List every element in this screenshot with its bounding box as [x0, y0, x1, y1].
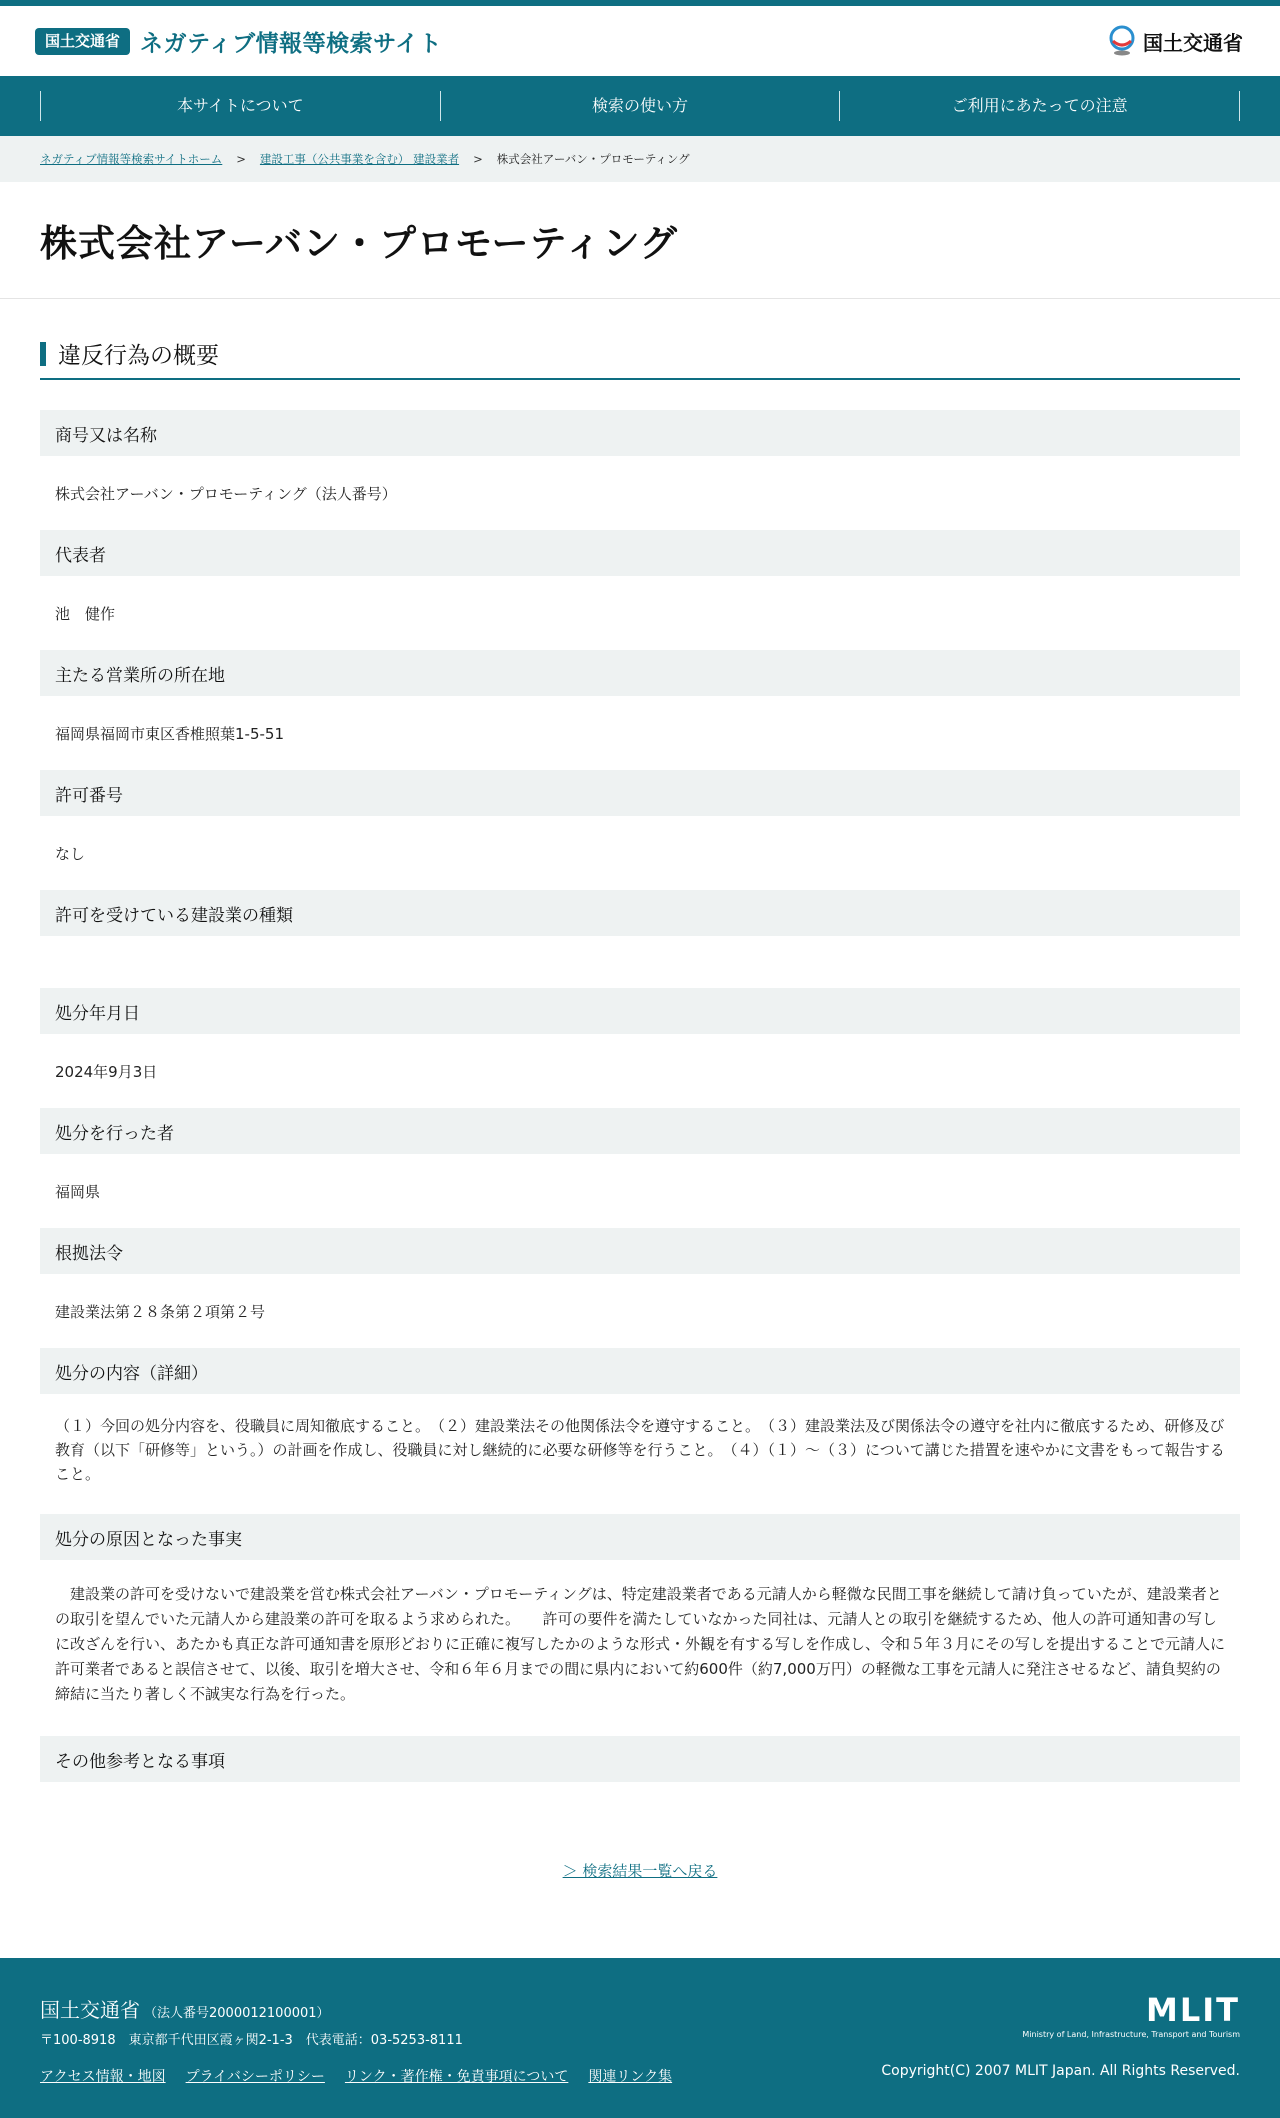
footer-link-copyright[interactable]: リンク・著作権・免責事項について	[344, 2069, 569, 2085]
section-title: 違反行為の概要	[58, 343, 219, 369]
field-label-main-office: 主たる営業所の所在地	[40, 650, 1240, 696]
breadcrumb-separator: >	[473, 152, 483, 166]
field-value-disposing-authority: 福岡県	[55, 1182, 101, 1201]
mlit-wordmark: MLIT	[1146, 1991, 1240, 2029]
footer-address: 〒100-8918 東京都千代田区霞ヶ関2-1-3 代表電話：03-5253-8111	[40, 2033, 463, 2048]
footer-mlit-logo	[1022, 1991, 1240, 2039]
footer-link-privacy[interactable]: プライバシーポリシー	[185, 2069, 325, 2085]
field-label-disposing-authority: 処分を行った者	[40, 1108, 1240, 1154]
ministry-logo[interactable]	[1107, 25, 1243, 57]
field-value-disposition-details: （１）今回の処分内容を、役職員に周知徹底すること。 （２）建設業法その他関係法令を遵守すること。 （３）建設業法及び関係法令の遵守を社内に徹底するため、研修及び教育（以下「研修等」という。）の計画を作成し、役職員に対し継続的に必要な研修等を行うこと。 （４）（１）～（３）について講じた措置を速やかに文書をもって報告すること。	[55, 1417, 1225, 1483]
field-label-cause-facts: 処分の原因となった事実	[40, 1514, 1240, 1560]
field-value-license-number: なし	[55, 844, 86, 863]
site-header	[0, 6, 1280, 76]
footer-org-name: 国土交通省	[40, 1998, 140, 2022]
field-label-disposition-date: 処分年月日	[40, 988, 1240, 1034]
main-nav	[0, 76, 1280, 136]
field-value-disposition-date: 2024年9月3日	[55, 1062, 158, 1081]
breadcrumb-separator: >	[236, 152, 246, 166]
breadcrumb-current: 株式会社アーバン・プロモーティング	[496, 152, 690, 166]
field-label-other-notes: その他参考となる事項	[40, 1736, 1240, 1782]
ministry-emblem-icon	[1107, 25, 1137, 57]
section-heading-bar	[40, 342, 46, 366]
footer-link-access[interactable]: アクセス情報・地図	[40, 2069, 166, 2085]
nav-item-notes[interactable]: ご利用にあたっての注意	[839, 91, 1240, 121]
nav-item-how-to-search[interactable]: 検索の使い方	[440, 91, 840, 121]
site-title: ネガティブ情報等検索サイト	[140, 30, 443, 57]
breadcrumb-category-link[interactable]: 建設工事（公共事業を含む） 建設業者	[259, 152, 460, 166]
violation-details	[40, 410, 1240, 1782]
field-value-company-name: 株式会社アーバン・プロモーティング（法人番号）	[55, 484, 397, 503]
field-label-company-name: 商号又は名称	[40, 410, 1240, 456]
field-label-license-number: 許可番号	[40, 770, 1240, 816]
field-label-legal-basis: 根拠法令	[40, 1228, 1240, 1274]
copyright: Copyright(C) 2007 MLIT Japan. All Rights Reserved.	[881, 2063, 1240, 2079]
site-brand[interactable]	[35, 25, 442, 58]
page-title: 株式会社アーバン・プロモーティング	[40, 222, 678, 265]
footer-corp-number: （法人番号2000012100001）	[144, 2006, 330, 2021]
ministry-badge: 国土交通省	[35, 28, 130, 55]
mlit-subtitle: Ministry of Land, Infrastructure, Transport and Tourism	[1022, 2030, 1240, 2039]
field-label-disposition-details: 処分の内容（詳細）	[40, 1348, 1240, 1394]
breadcrumb	[0, 136, 1280, 182]
page-title-area	[0, 182, 1280, 299]
back-link-area	[40, 1860, 1240, 1881]
field-label-representative: 代表者	[40, 530, 1240, 576]
nav-item-about[interactable]: 本サイトについて	[40, 91, 440, 121]
ministry-logo-text: 国土交通省	[1143, 30, 1243, 55]
field-label-license-types: 許可を受けている建設業の種類	[40, 890, 1240, 936]
site-footer	[0, 1958, 1280, 2118]
field-value-representative: 池 健作	[55, 604, 116, 623]
field-value-main-office: 福岡県福岡市東区香椎照葉1-5-51	[55, 724, 285, 743]
section-heading	[40, 337, 1240, 380]
field-value-license-types	[40, 936, 1240, 988]
field-value-legal-basis: 建設業法第２８条第２項第２号	[55, 1302, 266, 1321]
back-to-results-link[interactable]: ＞ 検索結果一覧へ戻る	[562, 1862, 718, 1880]
breadcrumb-home-link[interactable]: ネガティブ情報等検索サイトホーム	[40, 152, 223, 166]
field-value-cause-facts: 建設業の許可を受けないで建設業を営む株式会社アーバン・プロモーティングは、特定建設業者である元請人から軽微な民間工事を継続して請け負っていたが、建設業者との取引を望んでいた元請人から建設業の許可を取るよう求められた。 許可の要件を満たしていなかった同社は、元請人との取引を継続するため、他人の許可通知書の写しに改ざんを行い、あたかも真正な許可通知書を原形どおりに正確に複写したかのような形式・外観を有する写しを作成し、令和５年３月にその写しを提出することで元請人に許可業者であると誤信させて、以後、取引を増大させ、令和６年６月までの間に県内において約600件（約7,000万円）の軽微な工事を元請人に発注させるなど、請負契約の締結に当たり著しく不誠実な行為を行った。	[55, 1585, 1226, 1703]
footer-link-related[interactable]: 関連リンク集	[588, 2069, 673, 2085]
main-content	[0, 337, 1280, 1881]
